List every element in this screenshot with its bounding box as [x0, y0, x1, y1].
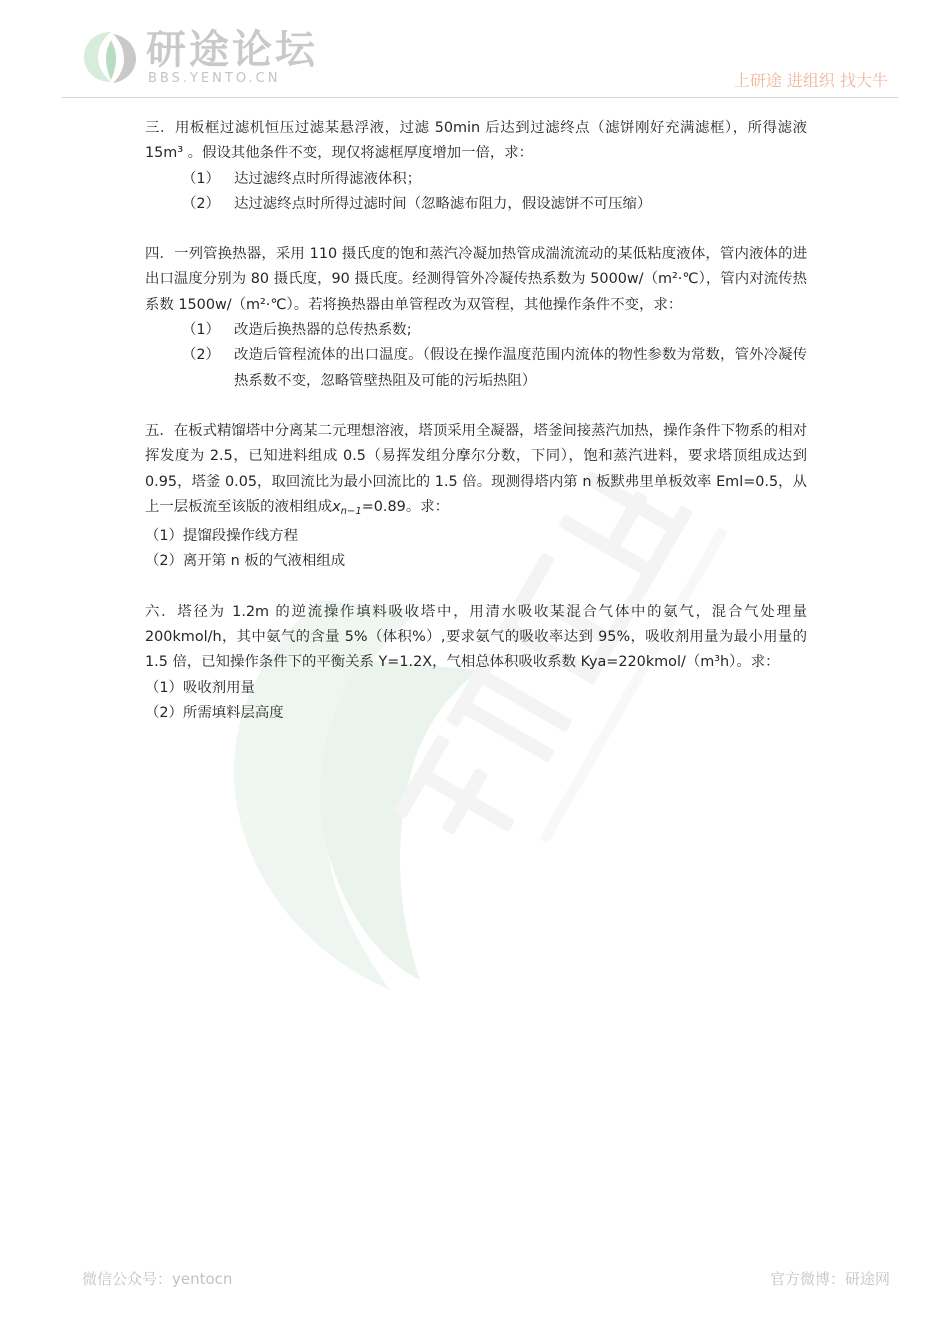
- math-subscript: n−1: [340, 505, 362, 517]
- item-text: 达过滤终点时所得滤液体积；: [234, 170, 422, 187]
- site-logo[interactable]: [80, 26, 330, 88]
- problem-4-item-2: [145, 343, 807, 394]
- problem-3-item-1: [145, 167, 807, 192]
- item-text: 改造后换热器的总传热系数;: [234, 322, 412, 339]
- item-text: 达过滤终点时所得过滤时间（忽略滤布阻力，假设滤饼不可压缩）: [234, 195, 652, 212]
- math-variable-x: x: [332, 498, 341, 515]
- problem-5-statement: [145, 419, 807, 524]
- item-number: （1）: [182, 170, 220, 187]
- item-number: （2）: [182, 347, 220, 364]
- header-divider: [62, 97, 898, 98]
- problem-4-statement: 四．一列管换热器，采用 110 摄氏度的饱和蒸汽冷凝加热管成湍流流动的某低粘度液体，管内液体的进出口温度分别为 80 摄氏度，90 摄氏度。经测得管外冷凝传热系数为 5000w/（m²·℃），管内对流传热系数 1500w/（m²·℃）。若将换热器由单管程改为双管程，其他操作条件不变，求：: [145, 246, 807, 313]
- problem-5-text-b: =0.89。求：: [361, 498, 449, 515]
- problem-3-item-2: [145, 192, 807, 217]
- problem-5-text-a: 五．在板式精馏塔中分离某二元理想溶液，塔顶采用全凝器，塔釜间接蒸汽加热，操作条件下物系的相对挥发度为 2.5，已知进料组成 0.5（易挥发组分摩尔分数，下同），饱和蒸汽进料，要求塔顶组成达到 0.95，塔釜 0.05，取回流比为最小回流比的 1.5 倍。现测得塔内第 n 板默弗里单板效率 Eml=0.5，从上一层板流至该版的液相组成: [145, 422, 807, 515]
- item-text: 改造后管程流体的出口温度。（假设在操作温度范围内流体的物性参数为常数，管外冷凝传热系数不变，忽略管壁热阻及可能的污垢热阻）: [234, 347, 807, 389]
- problem-3: [145, 116, 807, 217]
- item-number: （2）: [182, 195, 220, 212]
- exam-problems: [145, 116, 807, 726]
- yento-logo-icon: [80, 26, 142, 88]
- logo-english-text: BBS.YENTO.CN: [148, 71, 281, 86]
- problem-6-item-1: （1）吸收剂用量: [145, 679, 255, 696]
- header-slogan: 上研途 进组织 找大牛: [733, 71, 888, 90]
- problem-5-item-1: （1）提馏段操作线方程: [145, 528, 299, 545]
- problem-4: [145, 242, 807, 394]
- footer-wechat: 微信公众号：yentocn: [82, 1270, 233, 1288]
- footer-weibo: 官方微博：研途网: [769, 1270, 890, 1288]
- problem-5-item-2: （2）离开第 n 板的气液相组成: [145, 553, 346, 570]
- problem-4-item-1: [145, 318, 807, 343]
- logo-chinese-text: 研途论坛: [146, 27, 318, 73]
- problem-6: [145, 600, 807, 726]
- problem-3-statement: 三．用板框过滤机恒压过滤某悬浮液，过滤 50min 后达到过滤终点（滤饼刚好充满滤框），所得滤液 15m³ 。假设其他条件不变，现仅将滤框厚度增加一倍，求：: [145, 120, 807, 162]
- problem-6-statement: 六．塔径为 1.2m 的逆流操作填料吸收塔中，用清水吸收某混合气体中的氨气，混合气处理量 200kmol/h，其中氨气的含量 5%（体积%）,要求氨气的吸收率达到 95%，吸收剂用量为最小用量的 1.5 倍，已知操作条件下的平衡关系 Y=1.2X，气相总体积吸收系数 Kya=220kmol/（m³h）。求：: [145, 603, 807, 671]
- problem-5: [145, 419, 807, 575]
- problem-6-item-2: （2）所需填料层高度: [145, 704, 284, 721]
- item-number: （1）: [182, 322, 220, 339]
